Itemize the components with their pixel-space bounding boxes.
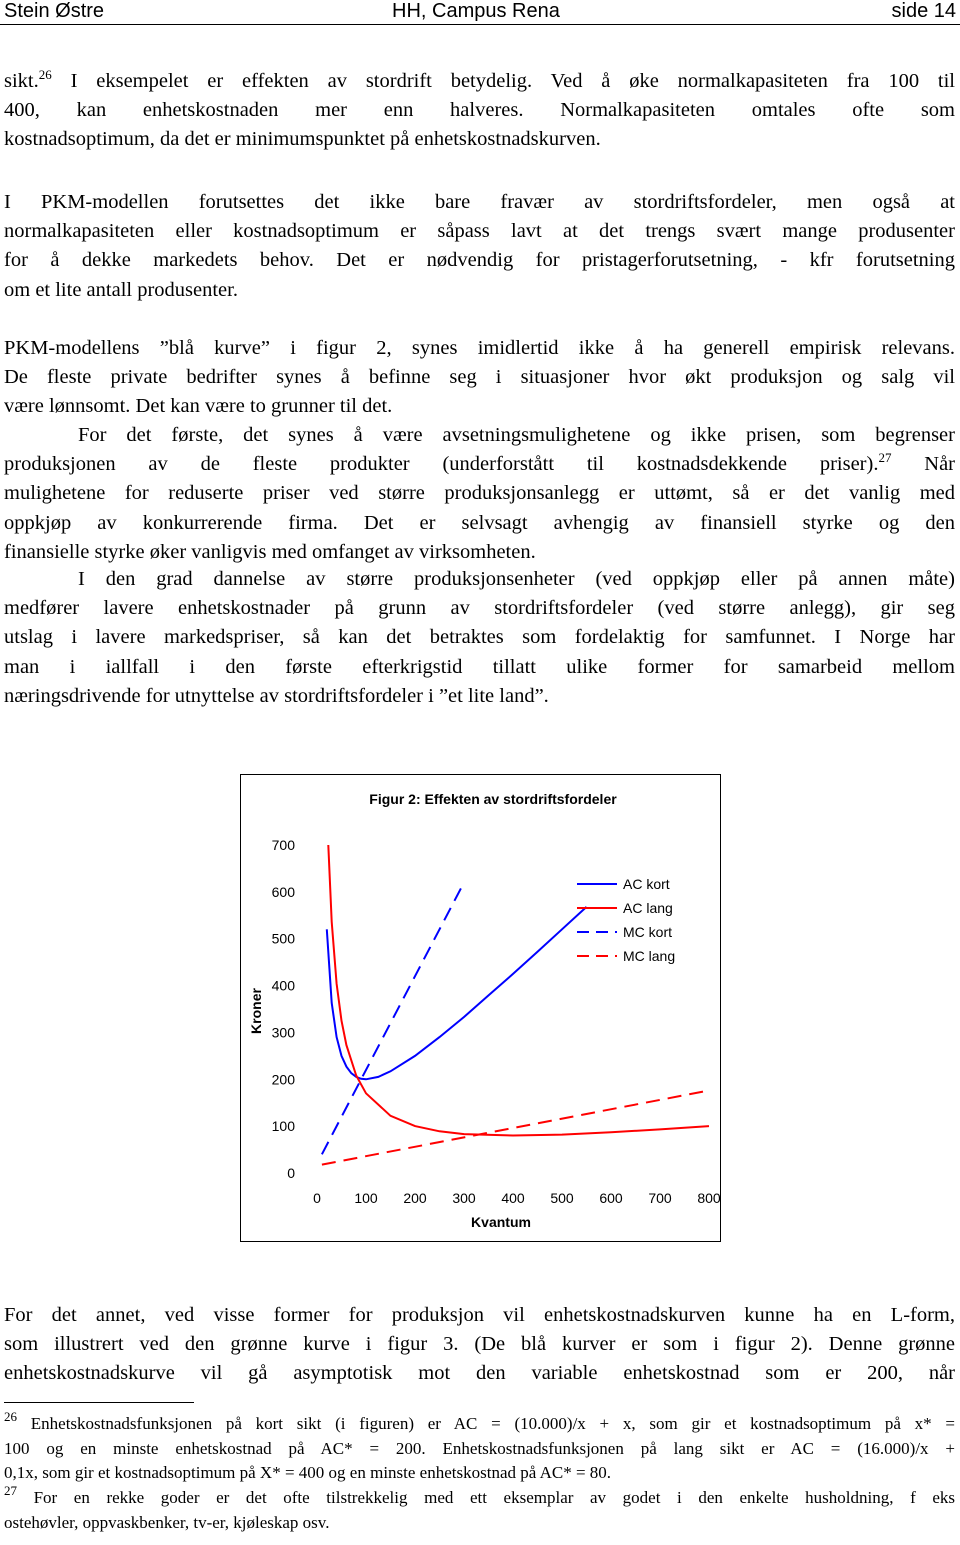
legend-label: MC kort <box>623 924 672 940</box>
y-axis-label: Kroner <box>248 988 264 1034</box>
text-line: være lønnsomt. Det kan være to grunner til det. <box>4 395 393 418</box>
y-tick-label: 0 <box>287 1165 295 1181</box>
text-line: 400, kan enhetskostnaden mer enn halveres. Normalkapasiteten omtales ofte som <box>4 99 955 122</box>
text-line: man i iallfall i den første efterkrigstid tillatt ulike former for samarbeid mellom <box>4 655 955 678</box>
text-line: medfører lavere enhetskostnader på grunn av stordriftsfordeler (ved større anlegg), gir seg <box>4 597 955 620</box>
footnote-ref-27[interactable]: 27 <box>878 450 892 466</box>
series-line-ac-kort <box>327 907 587 1079</box>
paragraph-6 <box>4 1301 955 1389</box>
y-tick-label: 200 <box>271 1071 295 1088</box>
legend-label: MC lang <box>623 948 676 964</box>
chart-title: Figur 2: Effekten av stordriftsfordeler <box>369 791 617 807</box>
legend-label: AC kort <box>623 876 670 892</box>
running-header <box>0 0 960 25</box>
x-tick-label: 0 <box>313 1190 321 1206</box>
header-page-number: side 14 <box>891 0 956 22</box>
text-line: enhetskostnadskurve vil gå asymptotisk mot den variable enhetskostnad som er 200, når <box>4 1362 955 1385</box>
y-tick-label: 500 <box>271 930 295 947</box>
y-tick-label: 100 <box>271 1118 295 1135</box>
text-line: mulighetene for reduserte priser ved større produksjonsanlegg er uttømt, så er det vanlig med <box>4 482 955 505</box>
text-line: 100 og en minste enhetskostnad på AC* = 200. Enhetskostnadsfunksjonen på lang sikt er AC = (16.000)/x + <box>4 1438 955 1458</box>
footnote-ref-26[interactable]: 26 <box>38 67 52 82</box>
header-institution: HH, Campus Rena <box>392 0 560 22</box>
text-line: om et lite antall produsenter. <box>4 278 238 301</box>
legend-label: AC lang <box>623 900 673 916</box>
footnote-rule <box>4 1402 194 1403</box>
x-axis-label: Kvantum <box>471 1214 531 1230</box>
text-line: sikt.$^{26}$ I eksempelet er effekten av stordrift betydelig. Ved å øke normalkapasiteten fra 100 til <box>4 67 955 92</box>
x-tick-label: 200 <box>403 1190 427 1206</box>
legend <box>577 876 675 964</box>
paragraph-4 <box>4 421 955 567</box>
text-line: PKM-modellens ”blå kurve” i figur 2, synes imidlertid ikke å ha generell empirisk relevans. <box>4 337 955 359</box>
paragraph-3 <box>4 334 955 422</box>
footnote-26 <box>4 1409 955 1486</box>
paragraph-5 <box>4 565 955 711</box>
text-line: I PKM-modellen forutsettes det ikke bare fravær av stordriftsfordeler, men også at <box>4 191 955 213</box>
y-tick-label: 700 <box>271 837 295 853</box>
x-tick-label: 800 <box>697 1190 720 1206</box>
x-tick-label: 300 <box>452 1190 476 1206</box>
text-line: $^{26}$ Enhetskostnadsfunksjonen på kort sikt (i figuren) er AC = (10.000)/x + x, som gir et kostnadsoptimum på x* = <box>4 1409 955 1433</box>
text-line: ostehøvler, oppvaskbenker, tv-er, kjøleskap osv. <box>4 1512 330 1532</box>
text-line: De fleste private bedrifter synes å befinne seg i situasjoner hvor økt produksjon og salg vil <box>4 366 955 389</box>
text-line: For det første, det synes å være avsetningsmulighetene og ikke prisen, som begrenser <box>78 424 955 446</box>
text-line: for å dekke markedets behov. Det er nødvendig for pristagerforutsetning, - kfr forutsetning <box>4 249 955 272</box>
text-line: normalkapasiteten eller kostnadsoptimum er såpass lavt at det trengs svært mange produsenter <box>4 220 955 243</box>
x-tick-label: 100 <box>354 1190 378 1206</box>
y-tick-label: 400 <box>271 977 295 994</box>
figure-2 <box>240 774 721 1242</box>
x-tick-label: 400 <box>501 1190 525 1206</box>
header-author: Stein Østre <box>4 0 105 22</box>
text-line: finansielle styrke øker vanligvis med omfanget av virksomheten. <box>4 540 536 563</box>
y-tick-label: 300 <box>271 1024 295 1041</box>
text-line: $^{27}$ For en rekke goder er det ofte tilstrekkelig med ett eksemplar av godet i den enkelte husholdning, f eks <box>4 1483 955 1507</box>
x-tick-label: 500 <box>550 1190 574 1206</box>
text-line: utslag i lavere markedspriser, så kan det betraktes som fordelaktig for samfunnet. I Norge har <box>4 626 955 649</box>
paragraph-1 <box>4 67 955 155</box>
text-line: produksjonen av de fleste produkter (underforstått til kostnadsdekkende priser).$^{27}$ Når <box>4 450 955 476</box>
text-line: 0,1x, som gir et kostnadsoptimum på X* = 400 og en minste enhetskostnad på AC* = 80. <box>4 1463 612 1482</box>
text-line: I den grad dannelse av større produksjonsenheter (ved oppkjøp eller på annen måte) <box>78 568 955 590</box>
x-tick-label: 600 <box>599 1190 623 1206</box>
text-line: næringsdrivende for utnyttelse av stordriftsfordeler i ”et lite land”. <box>4 684 549 707</box>
series-line-mc-lang <box>322 1091 709 1165</box>
text-line: som illustrert ved den grønne kurve i figur 3. (De blå kurver er som i figur 2). Denne grønne <box>4 1333 955 1356</box>
text-line: kostnadsoptimum, da det er minimumspunktet på enhetskostnadskurven. <box>4 128 601 151</box>
footnote-27 <box>4 1483 955 1535</box>
text-line: oppkjøp av konkurrerende firma. Det er selvsagt avhengig av finansiell styrke og den <box>4 511 955 534</box>
text-line: For det annet, ved visse former for produksjon vil enhetskostnadskurven kunne ha en L-form, <box>4 1304 955 1326</box>
y-tick-label: 600 <box>271 883 295 900</box>
series-line-mc-kort <box>322 883 464 1155</box>
paragraph-2 <box>4 188 955 305</box>
x-tick-label: 700 <box>648 1190 672 1206</box>
chart-svg <box>241 775 720 1241</box>
